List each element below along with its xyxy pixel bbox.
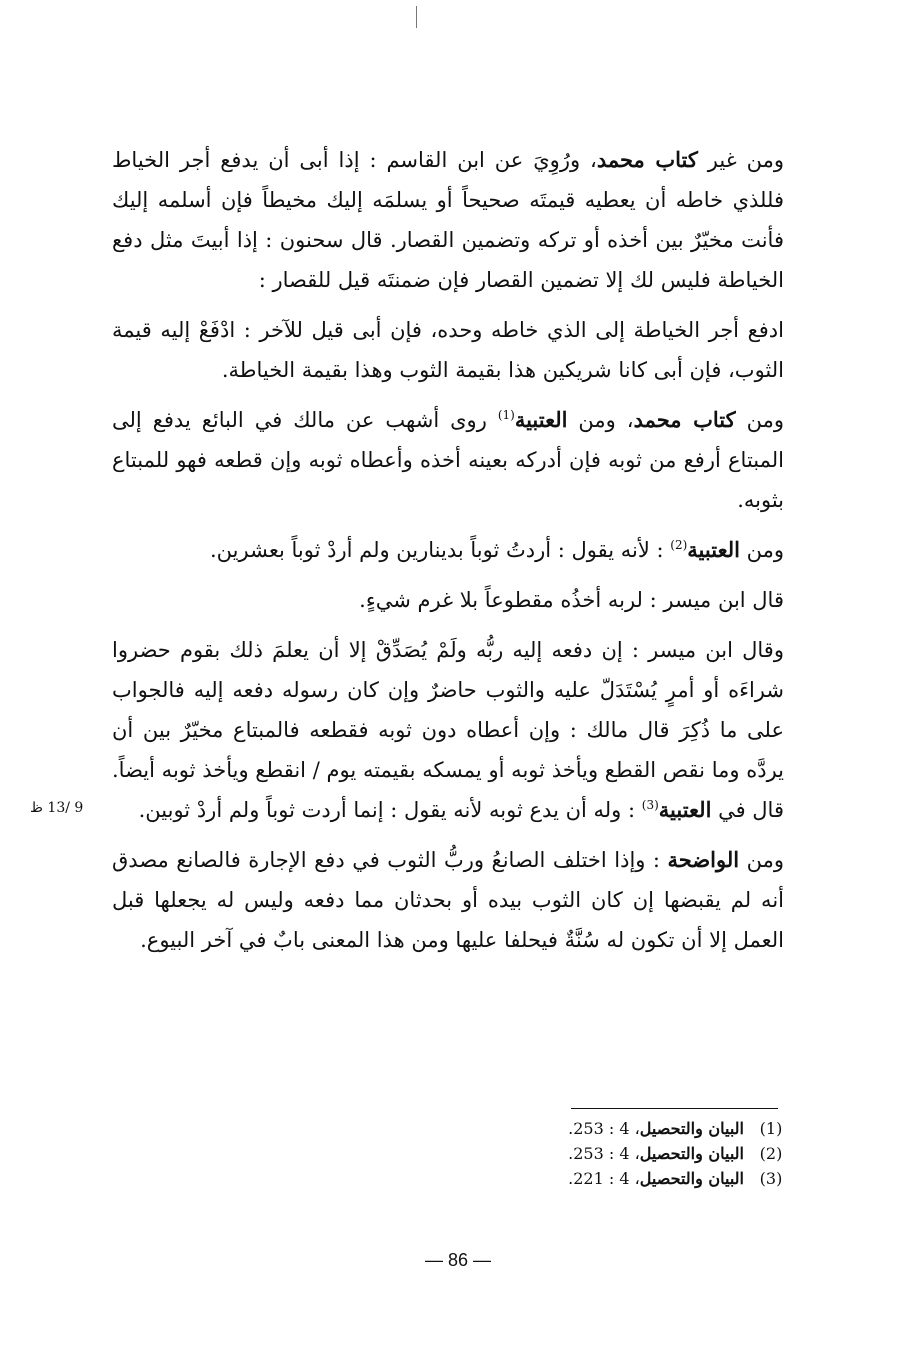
paragraph	[112, 140, 784, 300]
paragraph	[112, 630, 784, 830]
text-run: ادفع أجر الخياطة إلى الذي خاطه وحده، فإن أبى قيل للآخر : ادْفَعْ إليه قيمة الثوب، فإن أبى كانا شريكين هذا بقيمة الثوب وهذا بقيمة الخياطة.	[112, 318, 784, 382]
text-run: : وإذا اختلف الصانعُ وربُّ الثوب في دفع الإجارة فالصانع مصدق أنه لم يقبضها إن كان الثوب بيده أو بحدثان مما دفعه وليس له يجعلها قبل العمل إلا أن تكون له سُنَّةٌ فيحلفا عليها ومن هذا المعنى بابٌ في آخر البيوع.	[112, 848, 784, 952]
source-title: العتبية	[514, 407, 568, 432]
paragraph	[112, 310, 784, 390]
manuscript-folio-marker: 9 /13 ظ	[30, 800, 84, 816]
page-number: — 86 —	[424, 1250, 492, 1270]
footnote-item	[470, 1116, 784, 1141]
source-title: كتاب محمد	[596, 147, 698, 172]
footnotes	[470, 1116, 784, 1191]
footnote-ref: (1)	[497, 408, 515, 422]
footnote-source: البيان والتحصيل	[639, 1119, 744, 1138]
source-title: كتاب محمد	[633, 407, 736, 432]
footnote-location: ، 4 : 221.	[568, 1169, 640, 1188]
text-run: ، ومن	[567, 408, 634, 432]
paragraph	[112, 400, 784, 520]
text-run: ومن	[739, 848, 784, 872]
footnote-number: (1)	[759, 1119, 783, 1138]
footnote-item	[470, 1166, 784, 1191]
text-run: روى أشهب عن مالك في البائع يدفع إلى المبتاع أرفع من ثوبه فإن أدركه بعينه أخذه وأعطاه ثوبه وإن قطعه فهو للمبتاع بثوبه.	[112, 408, 784, 512]
footnote-source: البيان والتحصيل	[639, 1169, 744, 1188]
text-run: ، ورُوِيَ عن ابن القاسم : إذا أبى أن يدفع أجر الخياط فللذي خاطه أن يعطيه قيمتَه صحيحاً أو يسلمَه إليك مخيطاً فإن أسلمه إليك فأنت مخيّرٌ بين أخذه أو تركه وتضمين القصار. قال سحنون : إذا أبيتَ مثل دفع الخياطة فليس لك إلا تضمين القصار فإن ضمنتَه قيل للقصار :	[112, 148, 784, 292]
footnote-ref: (3)	[641, 798, 659, 812]
paragraph	[112, 530, 784, 570]
footnote-divider	[571, 1108, 778, 1109]
text-run: : وله أن يدع ثوبه لأنه يقول : إنما أردت ثوباً ولم أردْ ثوبين.	[138, 798, 642, 822]
footnote-number: (2)	[759, 1144, 783, 1163]
footnote-source: البيان والتحصيل	[639, 1144, 744, 1163]
text-run: ومن	[735, 408, 784, 432]
footnote-location: ، 4 : 253.	[568, 1119, 640, 1138]
text-run: وقال ابن ميسر : إن دفعه إليه ربُّه ولَمْ يُصَدِّقْ إلا أن يعلمَ ذلك بقوم حضروا شراءَه أو أمرٍ يُسْتَدَلّ عليه والثوب حاضرٌ وإن كان رسوله دفعه إليه فالجواب على ما ذُكِرَ قال مالك : وإن أعطاه دون ثوبه فقطعه فالمبتاع مخيّرٌ بين أن يردَّه وما نقص القطع ويأخذ ثوبه أو يمسكه بقيمته يوم / انقطع ويأخذ ثوبه أيضاً. قال في	[112, 638, 784, 822]
footnote-location: ، 4 : 253.	[568, 1144, 640, 1163]
paragraph	[112, 840, 784, 960]
text-run: ومن غير	[697, 148, 785, 172]
text-run: : لأنه يقول : أردتُ ثوباً بدينارين ولم أردْ ثوباً بعشرين.	[210, 538, 671, 562]
text-run: قال ابن ميسر : لربه أخذُه مقطوعاً بلا غرم شيءٍ.	[359, 588, 784, 612]
main-text	[112, 140, 784, 970]
text-run: ومن	[739, 538, 784, 562]
paragraph	[112, 580, 784, 620]
source-title: العتبية	[687, 537, 740, 562]
crop-mark	[416, 6, 417, 28]
footnote-item	[470, 1141, 784, 1166]
source-title: العتبية	[658, 797, 712, 822]
footnote-number: (3)	[759, 1169, 783, 1188]
source-title: الواضحة	[667, 847, 740, 872]
footnote-ref: (2)	[670, 538, 688, 552]
